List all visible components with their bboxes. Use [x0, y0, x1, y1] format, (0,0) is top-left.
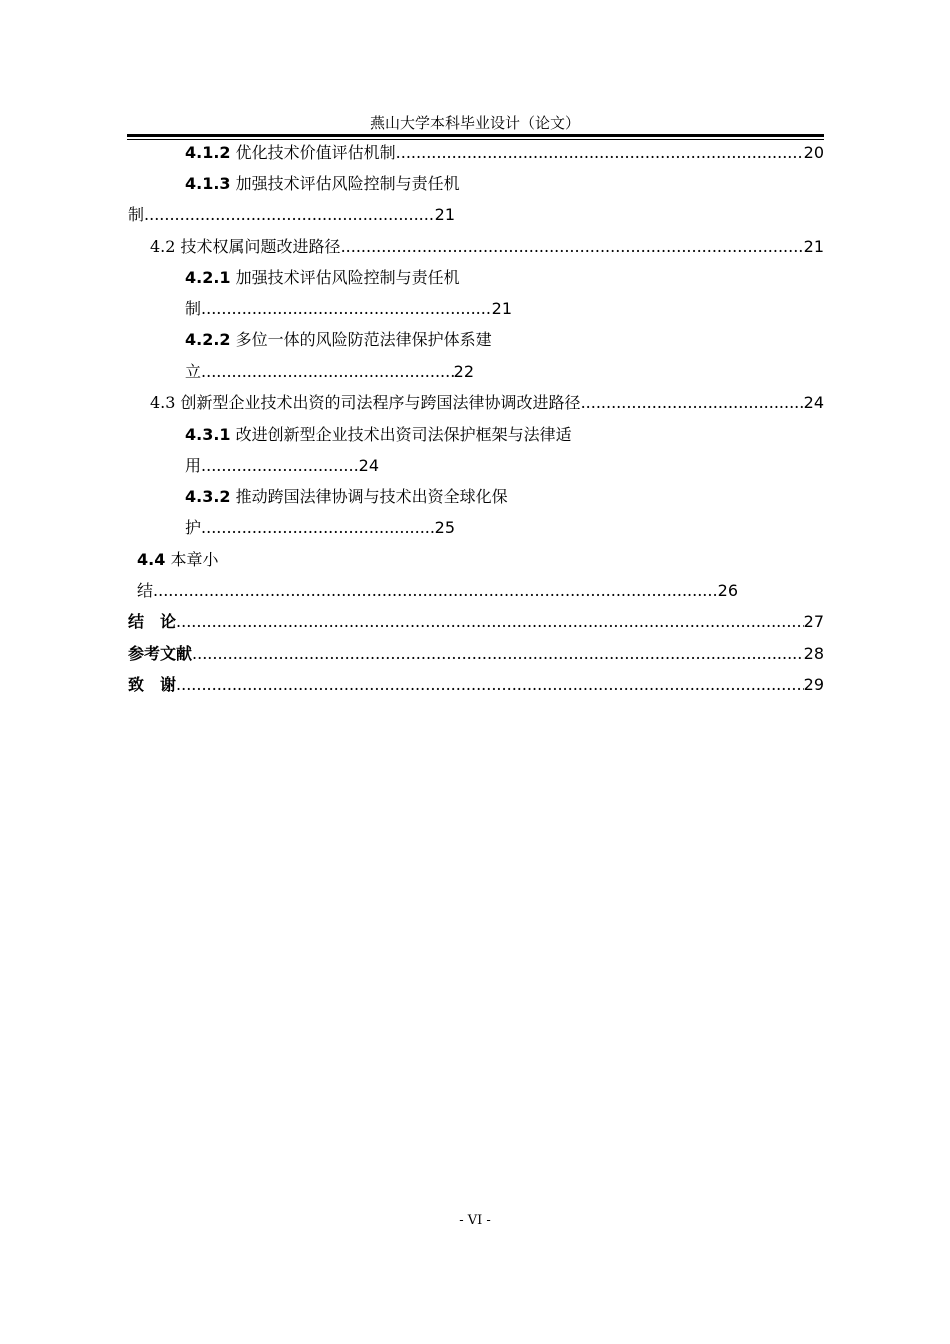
toc-title: 加强技术评估风险控制与责任机 — [235, 174, 460, 193]
toc-number: 4.4 — [137, 550, 166, 569]
toc-entry-thanks[interactable] — [128, 674, 824, 696]
toc-number: 4.1.2 — [185, 143, 231, 162]
toc-leader-dots — [201, 298, 492, 320]
toc-title: 改进创新型企业技术出资司法保护框架与法律适 — [235, 425, 572, 444]
toc-leader-dots — [201, 455, 359, 477]
toc-entry-4-4-cont[interactable] — [137, 580, 738, 602]
toc-page-number: 27 — [803, 612, 824, 631]
toc-page-number: 25 — [434, 518, 455, 537]
toc-title-cont: 护 — [185, 518, 202, 537]
toc-number: 4.2 — [150, 237, 176, 256]
toc-number: 4.3 — [150, 393, 176, 412]
toc-page-number: 21 — [803, 237, 824, 256]
toc-entry-conclusion[interactable] — [128, 611, 824, 633]
toc-page-number: 24 — [803, 393, 824, 412]
toc-entry-references[interactable] — [128, 643, 824, 665]
toc-title: 多位一体的风险防范法律保护体系建 — [235, 330, 492, 349]
toc-page-number: 21 — [491, 299, 512, 318]
toc-title: 参考文献 — [128, 644, 193, 663]
toc-entry-4-2-2-cont[interactable] — [185, 361, 474, 383]
toc-entry-4-1-3-cont[interactable] — [128, 204, 455, 226]
toc-number: 4.3.2 — [185, 487, 231, 506]
toc-title: 本章小 — [170, 550, 219, 569]
toc-number: 4.3.1 — [185, 425, 231, 444]
toc-title: 结 论 — [128, 612, 177, 631]
toc-leader-dots — [144, 204, 435, 226]
toc-entry-4-3[interactable] — [150, 392, 824, 414]
toc-leader-dots — [396, 142, 804, 164]
toc-leader-dots — [176, 674, 804, 696]
toc-leader-dots — [341, 236, 804, 258]
toc-title-cont: 制 — [185, 299, 202, 318]
toc-leader-dots — [176, 611, 804, 633]
toc-page-number: 24 — [358, 456, 379, 475]
toc-entry-4-2-2[interactable] — [185, 329, 492, 351]
toc-title: 推动跨国法律协调与技术出资全球化保 — [235, 487, 508, 506]
toc-title-cont: 用 — [185, 456, 202, 475]
toc-leader-dots — [153, 580, 718, 602]
toc-title-cont: 立 — [185, 362, 202, 381]
toc-title: 致 谢 — [128, 675, 177, 694]
toc-page-number: 22 — [453, 362, 474, 381]
toc-page-number: 21 — [434, 205, 455, 224]
toc-title: 技术权属问题改进路径 — [180, 237, 341, 256]
toc-title: 创新型企业技术出资的司法程序与跨国法律协调改进路径 — [180, 393, 581, 412]
toc-number: 4.2.2 — [185, 330, 231, 349]
page-header-title: 燕山大学本科毕业设计（论文） — [369, 114, 580, 132]
toc-entry-4-3-1[interactable] — [185, 424, 572, 446]
page-number-footer: - VI - — [459, 1213, 491, 1228]
toc-leader-dots — [581, 392, 804, 414]
toc-title-cont: 制 — [128, 205, 145, 224]
toc-entry-4-1-2[interactable] — [185, 142, 824, 164]
toc-page-number: 28 — [803, 644, 824, 663]
toc-page-number: 20 — [803, 143, 824, 162]
toc-number: 4.1.3 — [185, 174, 231, 193]
toc-entry-4-2-1[interactable] — [185, 267, 460, 289]
toc-leader-dots — [201, 517, 435, 539]
header-rule-thick — [127, 134, 824, 137]
toc-page-number: 26 — [717, 581, 738, 600]
header-rule-thin — [127, 139, 824, 140]
toc-title: 优化技术价值评估机制 — [235, 143, 396, 162]
toc-title: 加强技术评估风险控制与责任机 — [235, 268, 460, 287]
toc-entry-4-1-3[interactable] — [185, 173, 460, 195]
toc-page-number: 29 — [803, 675, 824, 694]
toc-entry-4-2[interactable] — [150, 236, 824, 258]
toc-number: 4.2.1 — [185, 268, 231, 287]
toc-entry-4-3-2[interactable] — [185, 486, 508, 508]
toc-entry-4-2-1-cont[interactable] — [185, 298, 512, 320]
toc-entry-4-3-1-cont[interactable] — [185, 455, 379, 477]
toc-title-cont: 结 — [137, 581, 154, 600]
toc-entry-4-4[interactable] — [137, 549, 218, 571]
toc-entry-4-3-2-cont[interactable] — [185, 517, 455, 539]
toc-leader-dots — [192, 643, 804, 665]
toc-leader-dots — [201, 361, 454, 383]
